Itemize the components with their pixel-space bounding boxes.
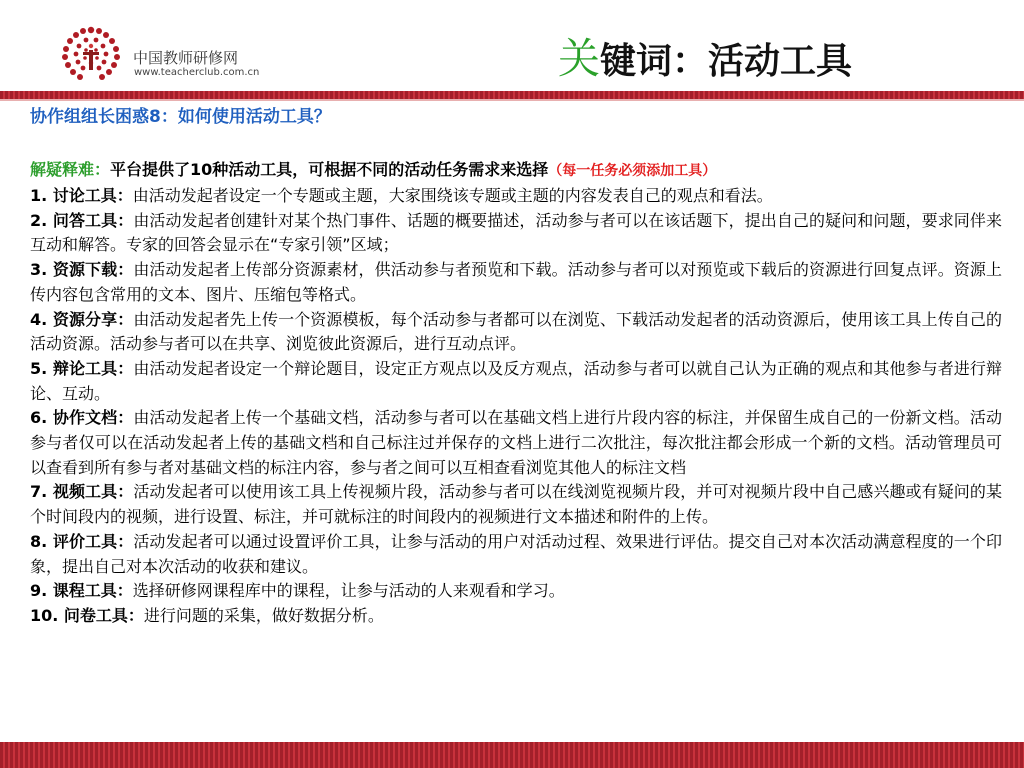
teacherclub-logo-icon (52, 20, 130, 86)
item-text: 由活动发起者上传一个基础文档，活动参与者可以在基础文档上进行片段内容的标注，并保留生成自己的一份新文档。活动参与者仅可以在活动发起者上传的基础文档和自己标注过并保存的文档上进行二次批注，每次批注都会形成一个新的文档。活动管理员可以查看到所有参与者对基础文档的标注内容，参与者之间可以互相查看浏览其他人的标注文档 (30, 408, 1002, 477)
item-text: 活动发起者可以使用该工具上传视频片段，活动参与者可以在线浏览视频片段，并可对视频片段中自己感兴趣或有疑问的某个时间段内的视频，进行设置、标注，并可就标注的时间段内的视频进行文本描述和附件的上传。 (30, 482, 1002, 527)
item-text: 由活动发起者设定一个专题或主题，大家围绕该专题或主题的内容发表自己的观点和看法。 (132, 186, 773, 205)
slide-header (0, 0, 1024, 92)
item-text: 选择研修网课程库中的课程，让参与活动的人来观看和学习。 (132, 581, 565, 601)
header-divider-line (0, 99, 1024, 101)
list-item (30, 406, 1002, 480)
list-item (30, 579, 1002, 604)
list-item (30, 604, 1002, 629)
list-item (30, 357, 1002, 406)
list-item (30, 184, 1002, 209)
logo-url: www.teacherclub.com.cn (134, 67, 260, 78)
list-item (30, 530, 1002, 579)
logo-chinese-name: 中国教师研修网 (133, 49, 239, 67)
item-text: 由活动发起者上传部分资源素材，供活动参与者预览和下载。活动参与者可以对预览或下载后的资源进行回复点评。资源上传内容包含常用的文本、图片、压缩包等格式。 (30, 260, 1002, 304)
intro-prefix: 解疑释难： (30, 160, 111, 179)
item-text: 由活动发起者创建针对某个热门事件、话题的概要描述，活动参与者可以在该话题下，提出自己的疑问和问题，要求同伴来互动和解答。专家的回答会显示在“专家引领”区域； (30, 210, 1002, 255)
title-first-char: 关 (558, 34, 601, 83)
list-item (30, 209, 1002, 258)
list-item (30, 480, 1002, 529)
item-text: 进行问题的采集，做好数据分析。 (143, 605, 384, 625)
item-label: 2. 问答工具： (30, 210, 134, 230)
item-label: 5. 辩论工具： (30, 358, 134, 378)
item-label: 4. 资源分享： (30, 309, 134, 329)
intro-note: （每一任务必须添加工具） (548, 163, 717, 179)
item-label: 8. 评价工具： (30, 531, 134, 551)
item-text: 活动发起者可以通过设置评价工具，让参与活动的用户对活动过程、效果进行评估。提交自己对本次活动满意程度的一个印象，提出自己对本次活动的收获和建议。 (30, 531, 1002, 576)
item-label: 6. 协作文档： (30, 408, 134, 428)
slide-content (30, 103, 1002, 629)
item-text: 由活动发起者先上传一个资源模板，每个活动参与者都可以在浏览、下载活动发起者的活动资源后，使用该工具上传自己的活动资源。活动参与者可以在共享、浏览彼此资源后，进行互动点评。 (30, 309, 1002, 354)
item-label: 9. 课程工具： (30, 581, 133, 601)
list-item (30, 308, 1002, 357)
item-label: 10. 问卷工具： (30, 605, 144, 625)
slide-title (558, 26, 852, 86)
spacer (30, 131, 1002, 157)
item-label: 1. 讨论工具： (30, 186, 133, 205)
title-rest: 键词：活动工具 (600, 41, 853, 82)
intro-text: 平台提供了10种活动工具，可根据不同的活动任务需求来选择 (110, 160, 549, 179)
item-text: 由活动发起者设定一个辩论题目，设定正方观点以及反方观点，活动参与者可以就自己认为正确的观点和其他参与者进行辩论、互动。 (30, 358, 1002, 403)
item-label: 7. 视频工具： (30, 482, 134, 502)
item-label: 3. 资源下载： (30, 260, 134, 280)
intro-line (30, 157, 1002, 184)
list-item (30, 258, 1002, 307)
question-subtitle: 协作组组长困惑8：如何使用活动工具？ (30, 107, 331, 127)
footer-band (0, 742, 1024, 768)
header-divider-band (0, 91, 1024, 99)
